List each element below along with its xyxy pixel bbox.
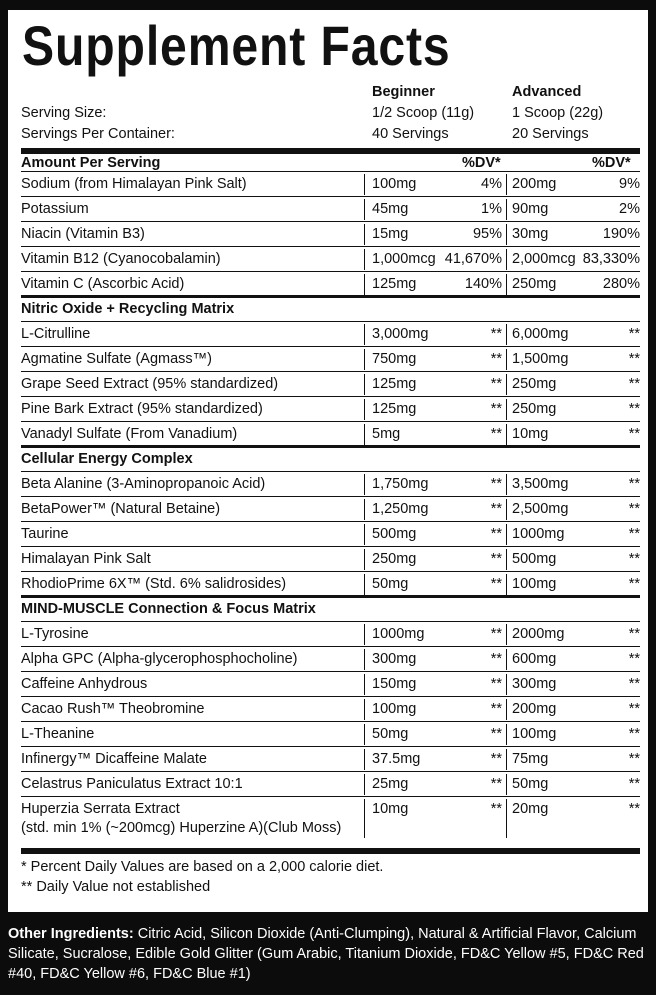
beginner-dv: **: [490, 701, 502, 717]
nutrient-name: Vanadyl Sulfate (From Vanadium): [21, 426, 238, 442]
beginner-dv: 140%: [464, 276, 502, 292]
advanced-dv: **: [628, 651, 640, 667]
beginner-dv: 1%: [481, 201, 502, 217]
column-divider: [506, 249, 507, 270]
beginner-dv: 41,670%: [444, 251, 502, 267]
column-divider: [364, 424, 365, 445]
advanced-amount: 250mg: [512, 401, 557, 417]
advanced-dv: 83,330%: [582, 251, 640, 267]
beginner-amount: 500mg: [372, 526, 417, 542]
advanced-dv: 2%: [619, 201, 640, 217]
beginner-dv: **: [490, 801, 502, 817]
column-divider: [506, 724, 507, 745]
column-divider: [506, 474, 507, 495]
advanced-amount: 200mg: [512, 176, 557, 192]
advanced-dv: **: [628, 376, 640, 392]
advanced-amount: 75mg: [512, 751, 549, 767]
advanced-dv: **: [628, 351, 640, 367]
beginner-dv: **: [490, 676, 502, 692]
advanced-dv: **: [628, 326, 640, 342]
advanced-dv: **: [628, 401, 640, 417]
column-divider: [364, 799, 365, 838]
beginner-dv: **: [490, 551, 502, 567]
advanced-amount: 20mg: [512, 801, 549, 817]
nutrient-name: Niacin (Vitamin B3): [21, 226, 145, 242]
advanced-dv: **: [628, 726, 640, 742]
column-divider: [506, 699, 507, 720]
nutrient-row: [21, 797, 640, 840]
beginner-amount: 50mg: [372, 726, 409, 742]
other-ingredients-label: Other Ingredients:: [8, 926, 134, 942]
nutrient-row: [21, 622, 640, 647]
column-divider: [364, 324, 365, 345]
section-heading: Nitric Oxide + Recycling Matrix: [21, 301, 235, 317]
beginner-dv: **: [490, 576, 502, 592]
column-divider: [506, 499, 507, 520]
nutrient-row: [21, 747, 640, 772]
beginner-dv: **: [490, 401, 502, 417]
nutrient-name: BetaPower™ (Natural Betaine): [21, 501, 221, 517]
nutrient-row: [21, 197, 640, 222]
section-heading-row: [21, 447, 640, 472]
column-divider: [506, 374, 507, 395]
nutrient-name: RhodioPrime 6X™ (Std. 6% salidrosides): [21, 576, 287, 592]
nutrient-row: [21, 697, 640, 722]
beginner-dv: **: [490, 751, 502, 767]
nutrient-row: [21, 672, 640, 697]
beginner-dv: 95%: [472, 226, 502, 242]
advanced-amount: 100mg: [512, 576, 557, 592]
column-divider: [506, 174, 507, 195]
nutrient-name-detail: (std. min 1% (~200mcg) Huperzine A)(Club Moss): [21, 820, 342, 836]
supplement-facts-panel: [8, 10, 648, 912]
column-divider: [506, 224, 507, 245]
beginner-dv: **: [490, 651, 502, 667]
nutrient-name: Grape Seed Extract (95% standardized): [21, 376, 279, 392]
column-divider: [506, 799, 507, 838]
serving-size-label: Serving Size:: [21, 105, 107, 121]
column-divider: [364, 249, 365, 270]
advanced-dv: **: [628, 676, 640, 692]
column-divider: [506, 424, 507, 445]
advanced-dv: **: [628, 751, 640, 767]
nutrient-name: Potassium: [21, 201, 89, 217]
nutrient-name: L-Citrulline: [21, 326, 91, 342]
advanced-dv: **: [628, 701, 640, 717]
column-divider: [364, 624, 365, 645]
thick-rule-bottom: [21, 848, 640, 854]
beginner-dv: **: [490, 626, 502, 642]
advanced-serving-size: 1 Scoop (22g): [512, 105, 604, 121]
beginner-amount: 100mg: [372, 701, 417, 717]
nutrient-name: Infinergy™ Dicaffeine Malate: [21, 751, 207, 767]
advanced-dv: **: [628, 576, 640, 592]
beginner-amount: 125mg: [372, 276, 417, 292]
nutrient-name: Taurine: [21, 526, 69, 542]
beginner-dv: **: [490, 501, 502, 517]
column-divider: [364, 349, 365, 370]
column-divider: [506, 399, 507, 420]
column-divider: [506, 674, 507, 695]
column-divider: [506, 199, 507, 220]
column-advanced-heading: Advanced: [512, 84, 582, 100]
nutrient-row: [21, 572, 640, 597]
advanced-amount: 1,500mg: [512, 351, 569, 367]
advanced-dv: 280%: [602, 276, 640, 292]
column-divider: [364, 174, 365, 195]
advanced-amount: 250mg: [512, 276, 557, 292]
beginner-dv: **: [490, 776, 502, 792]
nutrient-row: [21, 172, 640, 197]
dv-header-beginner: %DV*: [462, 155, 501, 171]
beginner-amount: 250mg: [372, 551, 417, 567]
column-divider: [364, 374, 365, 395]
advanced-servings: 20 Servings: [512, 126, 589, 142]
column-divider: [364, 649, 365, 670]
beginner-amount: 1,000mcg: [372, 251, 436, 267]
column-divider: [506, 749, 507, 770]
beginner-amount: 1,750mg: [372, 476, 429, 492]
amount-per-serving-header: Amount Per Serving: [21, 155, 161, 171]
column-divider: [506, 774, 507, 795]
column-divider: [364, 524, 365, 545]
column-divider: [364, 274, 365, 295]
nutrient-name: Sodium (from Himalayan Pink Salt): [21, 176, 247, 192]
beginner-dv: **: [490, 526, 502, 542]
column-divider: [364, 574, 365, 595]
advanced-amount: 2,500mg: [512, 501, 569, 517]
beginner-dv: **: [490, 426, 502, 442]
dv-footnote: * Percent Daily Values are based on a 2,000 calorie diet.: [21, 859, 384, 875]
advanced-amount: 600mg: [512, 651, 557, 667]
column-divider: [364, 224, 365, 245]
nutrient-row: [21, 472, 640, 497]
nutrient-row: [21, 222, 640, 247]
nutrient-row: [21, 397, 640, 422]
advanced-dv: **: [628, 501, 640, 517]
column-divider: [506, 649, 507, 670]
advanced-amount: 1000mg: [512, 526, 565, 542]
advanced-amount: 30mg: [512, 226, 549, 242]
column-divider: [506, 349, 507, 370]
nutrient-row: [21, 247, 640, 272]
column-beginner-heading: Beginner: [372, 84, 435, 100]
nutrient-row: [21, 522, 640, 547]
nutrient-name: Vitamin C (Ascorbic Acid): [21, 276, 185, 292]
advanced-amount: 10mg: [512, 426, 549, 442]
advanced-amount: 2,000mcg: [512, 251, 576, 267]
column-divider: [506, 549, 507, 570]
column-divider: [364, 749, 365, 770]
beginner-servings: 40 Servings: [372, 126, 449, 142]
beginner-amount: 100mg: [372, 176, 417, 192]
column-divider: [364, 699, 365, 720]
advanced-amount: 50mg: [512, 776, 549, 792]
nutrient-name: Huperzia Serrata Extract: [21, 801, 180, 817]
beginner-dv: **: [490, 376, 502, 392]
column-divider: [506, 324, 507, 345]
nutrient-row: [21, 772, 640, 797]
advanced-dv: 190%: [602, 226, 640, 242]
section-heading: Cellular Energy Complex: [21, 451, 193, 467]
advanced-amount: 3,500mg: [512, 476, 569, 492]
beginner-dv: **: [490, 351, 502, 367]
nutrient-row: [21, 272, 640, 297]
column-divider: [364, 724, 365, 745]
beginner-amount: 37.5mg: [372, 751, 421, 767]
nutrient-name: L-Tyrosine: [21, 626, 89, 642]
advanced-amount: 2000mg: [512, 626, 565, 642]
nutrient-name: Caffeine Anhydrous: [21, 676, 148, 692]
column-divider: [364, 199, 365, 220]
advanced-dv: **: [628, 526, 640, 542]
nutrient-row: [21, 422, 640, 447]
beginner-dv: **: [490, 476, 502, 492]
beginner-dv: **: [490, 726, 502, 742]
nutrient-name: Beta Alanine (3-Aminopropanoic Acid): [21, 476, 266, 492]
nutrient-name: L-Theanine: [21, 726, 95, 742]
advanced-dv: 9%: [619, 176, 640, 192]
beginner-amount: 125mg: [372, 376, 417, 392]
beginner-dv: **: [490, 326, 502, 342]
advanced-dv: **: [628, 626, 640, 642]
beginner-dv: 4%: [481, 176, 502, 192]
nutrient-name: Alpha GPC (Alpha-glycerophosphocholine): [21, 651, 298, 667]
column-divider: [364, 474, 365, 495]
nutrient-row: [21, 347, 640, 372]
column-divider: [364, 549, 365, 570]
column-divider: [364, 674, 365, 695]
nutrient-row: [21, 647, 640, 672]
nutrient-row: [21, 722, 640, 747]
column-divider: [364, 399, 365, 420]
beginner-amount: 15mg: [372, 226, 409, 242]
advanced-amount: 6,000mg: [512, 326, 569, 342]
section-heading-row: [21, 297, 640, 322]
beginner-amount: 5mg: [372, 426, 401, 442]
advanced-dv: **: [628, 801, 640, 817]
column-divider: [506, 574, 507, 595]
nutrient-name: Celastrus Paniculatus Extract 10:1: [21, 776, 243, 792]
beginner-amount: 1,250mg: [372, 501, 429, 517]
nutrient-row: [21, 372, 640, 397]
servings-per-container-label: Servings Per Container:: [21, 126, 175, 142]
section-heading-row: [21, 597, 640, 622]
advanced-dv: **: [628, 476, 640, 492]
advanced-amount: 100mg: [512, 726, 557, 742]
column-divider: [506, 624, 507, 645]
nutrient-name: Agmatine Sulfate (Agmass™): [21, 351, 212, 367]
beginner-amount: 750mg: [372, 351, 417, 367]
nutrient-name: Pine Bark Extract (95% standardized): [21, 401, 263, 417]
not-established-footnote: ** Daily Value not established: [21, 879, 211, 895]
nutrient-row: [21, 497, 640, 522]
beginner-amount: 300mg: [372, 651, 417, 667]
section-heading: MIND-MUSCLE Connection & Focus Matrix: [21, 601, 316, 617]
column-divider: [506, 274, 507, 295]
column-divider: [364, 499, 365, 520]
advanced-dv: **: [628, 551, 640, 567]
beginner-amount: 150mg: [372, 676, 417, 692]
nutrient-name: Himalayan Pink Salt: [21, 551, 151, 567]
nutrient-name: Cacao Rush™ Theobromine: [21, 701, 205, 717]
other-ingredients-text: Citric Acid, Silicon Dioxide (Anti-Clumping), Natural & Artificial Flavor, Calcium Silicate, Sucralose, Edible Gold Glitter (Gum Arabic, Titanium Dioxide, FD&C Yellow #5, FD&C Red #40, FD&C Yellow #6, FD&C Blue #1): [8, 926, 644, 982]
beginner-serving-size: 1/2 Scoop (11g): [372, 105, 475, 121]
advanced-dv: **: [628, 776, 640, 792]
beginner-amount: 50mg: [372, 576, 409, 592]
other-ingredients: [8, 924, 644, 984]
advanced-amount: 300mg: [512, 676, 557, 692]
nutrient-name: Vitamin B12 (Cyanocobalamin): [21, 251, 221, 267]
beginner-amount: 1000mg: [372, 626, 425, 642]
column-divider: [506, 524, 507, 545]
advanced-amount: 90mg: [512, 201, 549, 217]
nutrient-row: [21, 547, 640, 572]
beginner-amount: 45mg: [372, 201, 409, 217]
beginner-amount: 25mg: [372, 776, 409, 792]
advanced-amount: 250mg: [512, 376, 557, 392]
advanced-amount: 200mg: [512, 701, 557, 717]
beginner-amount: 125mg: [372, 401, 417, 417]
nutrient-row: [21, 322, 640, 347]
column-divider: [364, 774, 365, 795]
panel-title: Supplement Facts: [22, 14, 451, 77]
dv-header-advanced: %DV*: [592, 155, 631, 171]
beginner-amount: 10mg: [372, 801, 409, 817]
advanced-amount: 500mg: [512, 551, 557, 567]
beginner-amount: 3,000mg: [372, 326, 429, 342]
advanced-dv: **: [628, 426, 640, 442]
